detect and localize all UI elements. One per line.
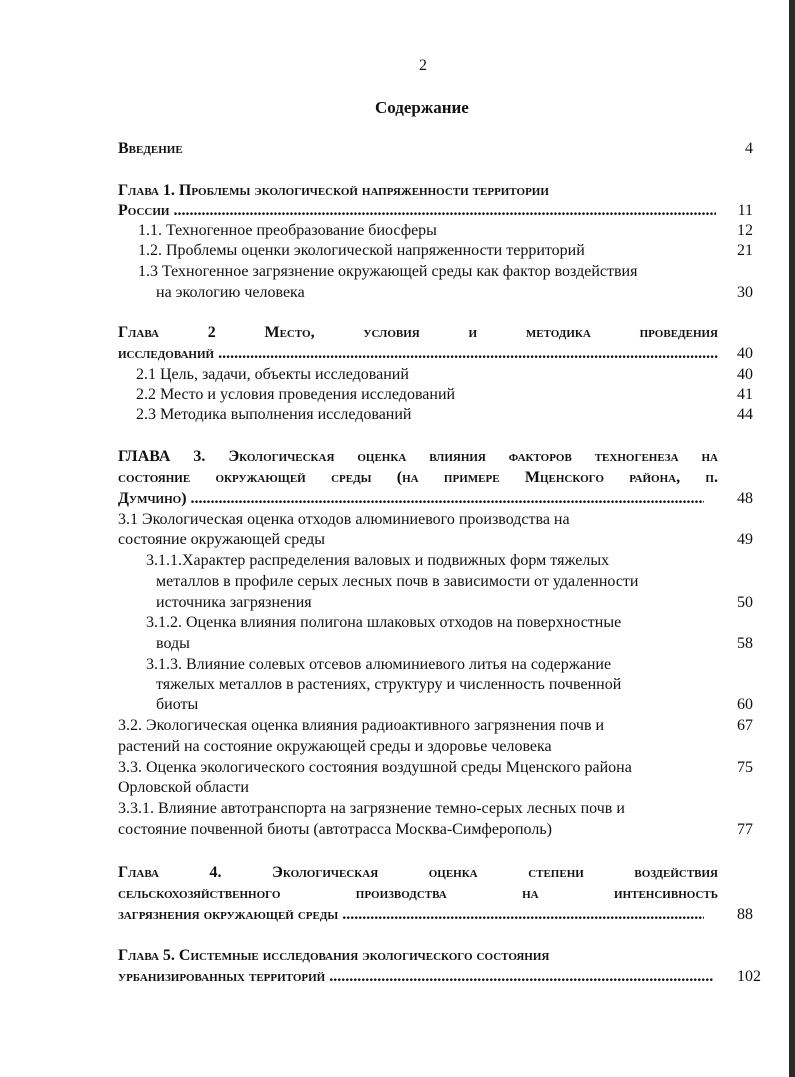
toc-3-2-line2: растений на состояние окружающей среды и здоровье человека: [118, 738, 552, 755]
toc-3-1-1-line1: 3.1.1.Характер распределения валовых и подвижных форм тяжелых: [146, 552, 610, 569]
toc-3-2-page: 67: [737, 717, 753, 734]
toc-3-1-1-line2: металлов в профиле серых лесных почв в зависимости от удаленности: [156, 573, 639, 590]
toc-ch3-line3: Думчино): [118, 490, 187, 507]
toc-intro-title: Введение: [118, 140, 183, 157]
toc-3-1-1-page: 50: [737, 594, 753, 611]
toc-3-3-1-line2: состояние почвенной биоты (автотрасса Москва-Симферополь): [118, 821, 552, 838]
toc-ch5-line1: Глава 5. Системные исследования экологического состояния: [118, 947, 550, 964]
toc-1-2-title: 1.2. Проблемы оценки экологической напряженности территорий: [138, 242, 585, 259]
toc-ch5-page: 102: [737, 968, 761, 985]
toc-ch2-line2: исследований: [118, 345, 215, 362]
toc-3-1-2-page: 58: [737, 635, 753, 652]
toc-3-1-page: 49: [737, 531, 753, 548]
toc-ch4-page: 88: [737, 906, 753, 923]
toc-1-3-line1: 1.3 Техногенное загрязнение окружающей среды как фактор воздействия: [138, 263, 638, 280]
toc-ch3-line1: ГЛАВА 3. Экологическая оценка влияния факторов техногенеза на: [118, 448, 718, 465]
toc-3-1-1-line3: источника загрязнения: [156, 594, 312, 611]
toc-ch1-line2: России: [118, 202, 170, 219]
toc-1-2-page: 21: [737, 242, 753, 259]
toc-3-3-1-page: 77: [737, 821, 753, 838]
toc-ch2-page: 40: [737, 345, 753, 362]
toc-3-3-1-line1: 3.3.1. Влияние автотранспорта на загрязнение темно-серых лесных почв и: [118, 800, 625, 817]
toc-3-1-line2: состояние окружающей среды: [118, 531, 325, 548]
toc-3-3-line2: Орловской области: [118, 779, 249, 796]
toc-2-2-title: 2.2 Место и условия проведения исследований: [136, 386, 456, 403]
toc-2-1-title: 2.1 Цель, задачи, объекты исследований: [136, 366, 409, 383]
toc-2-2-page: 41: [737, 386, 753, 403]
toc-3-2-line1: 3.2. Экологическая оценка влияния радиоактивного загрязнения почв и: [118, 717, 605, 734]
toc-3-1-2-line2: воды: [156, 635, 190, 652]
toc-3-1-2-line1: 3.1.2. Оценка влияния полигона шлаковых отходов на поверхностные: [146, 614, 622, 631]
page-title: Содержание: [375, 98, 469, 117]
toc-1-1-title: 1.1. Техногенное преобразование биосферы: [138, 222, 437, 239]
toc-ch4-line3: загрязнения окружающей среды: [118, 906, 339, 923]
toc-ch3-page: 48: [737, 490, 753, 507]
toc-ch3-line2: состояние окружающей среды (на примере Мценского района, п.: [118, 469, 718, 486]
toc-ch5-line2: урбанизированных территорий: [118, 968, 326, 985]
toc-2-1-page: 40: [737, 366, 753, 383]
toc-ch2-line1: Глава 2 Место, условия и методика проведения: [118, 324, 718, 341]
toc-3-3-line1: 3.3. Оценка экологического состояния воздушной среды Мценского района: [118, 759, 632, 776]
toc-3-1-3-line3: биоты: [156, 696, 199, 713]
page-number: 2: [419, 57, 427, 74]
scan-edge: [789, 0, 795, 1077]
toc-ch4-line1: Глава 4. Экологическая оценка степени воздействия: [118, 864, 718, 881]
toc-2-3-page: 44: [737, 406, 753, 423]
toc-3-1-3-line2: тяжелых металлов в растениях, структуру и численность почвенной: [156, 676, 622, 693]
toc-3-3-page: 75: [737, 759, 753, 776]
toc-ch1-page: 11: [737, 202, 753, 219]
toc-1-3-line2: на экологию человека: [156, 284, 305, 301]
toc-ch4-line2: сельскохозяйственного производства на интенсивность: [118, 885, 718, 902]
toc-3-1-3-page: 60: [737, 696, 753, 713]
toc-3-1-3-line1: 3.1.3. Влияние солевых отсевов алюминиевого литья на содержание: [146, 656, 612, 673]
toc-3-1-line1: 3.1 Экологическая оценка отходов алюминиевого производства на: [118, 511, 570, 528]
toc-1-1-page: 12: [737, 222, 753, 239]
toc-2-3-title: 2.3 Методика выполнения исследований: [136, 406, 412, 423]
toc-intro-page: 4: [745, 140, 753, 157]
toc-ch1-line1: Глава 1. Проблемы экологической напряженности территории: [118, 182, 549, 199]
toc-1-3-page: 30: [737, 284, 753, 301]
